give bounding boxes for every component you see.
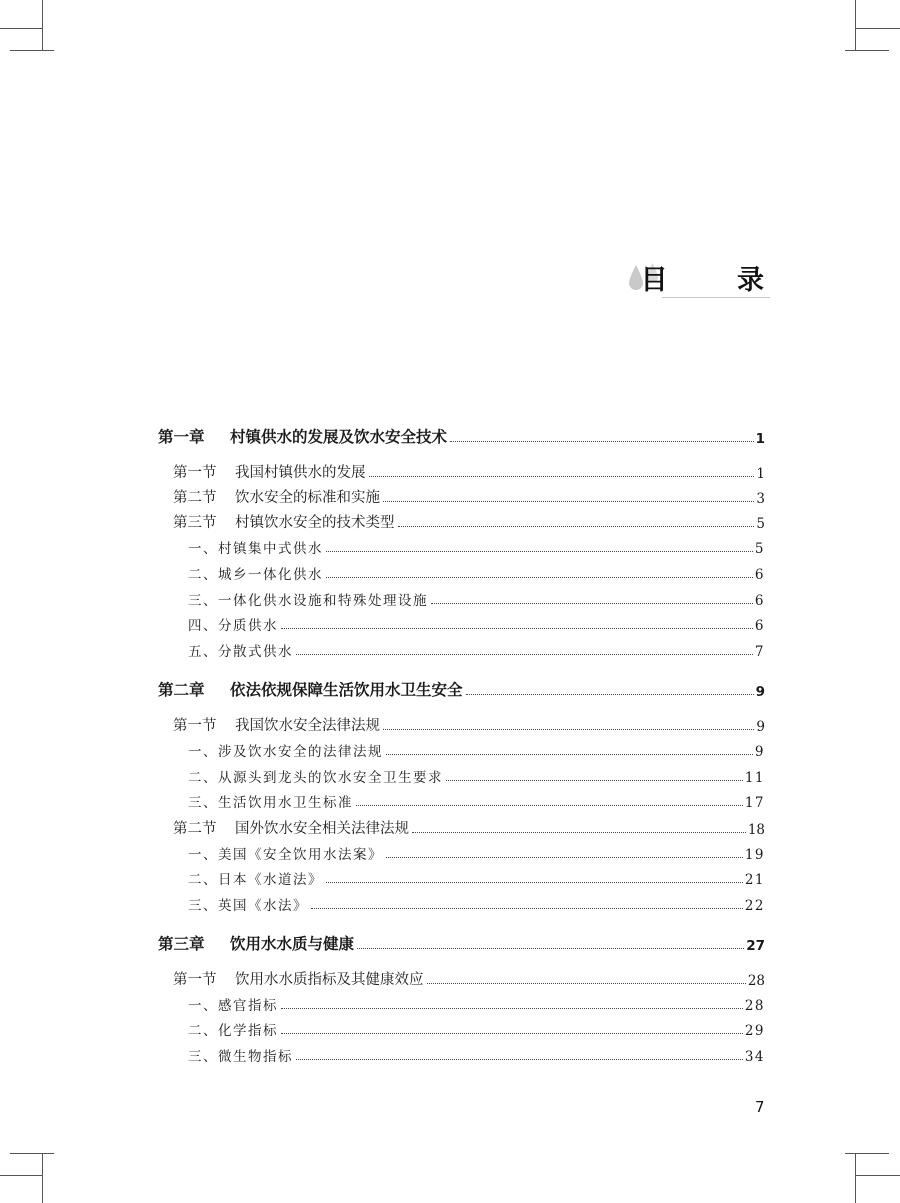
title-underline (662, 297, 770, 298)
toc-page-number: 21 (744, 872, 765, 888)
toc-section-title: 饮水安全的标准和实施 (235, 490, 380, 506)
toc-item-row[interactable] (188, 1019, 765, 1039)
toc-item-row[interactable] (188, 766, 765, 786)
toc-item-row[interactable] (188, 563, 765, 583)
toc-page-number: 1 (755, 431, 765, 447)
toc-chapter-row[interactable] (158, 678, 765, 700)
toc-page-number: 5 (754, 541, 765, 557)
toc-item-row[interactable] (188, 640, 765, 660)
toc-chapter-title: 村镇供水的发展及饮水安全技术 (230, 428, 448, 446)
dot-leader (357, 947, 744, 949)
toc-page-number: 27 (746, 938, 765, 954)
dot-leader (326, 881, 743, 883)
toc-section-row[interactable] (173, 461, 765, 482)
toc-item-row[interactable] (188, 589, 765, 609)
dot-leader (431, 602, 753, 604)
toc-item-title: 二、日本《水道法》 (188, 872, 323, 888)
toc-item-row[interactable] (188, 740, 765, 760)
toc-item-title: 四、分质供水 (188, 618, 278, 634)
dot-leader (386, 753, 753, 755)
toc-item-row[interactable] (188, 868, 765, 888)
dot-leader (296, 1058, 743, 1060)
toc-chapter-title: 饮用水水质与健康 (230, 935, 355, 953)
dot-leader (383, 728, 754, 730)
toc-page-number: 6 (754, 618, 765, 634)
toc-heading (620, 256, 794, 304)
dot-leader (386, 856, 743, 858)
toc-section-number: 第二节 (173, 490, 217, 506)
toc-item-row[interactable] (188, 1045, 765, 1065)
toc-page-number: 28 (747, 973, 765, 989)
dot-leader (369, 475, 755, 477)
toc-item-row[interactable] (188, 843, 765, 863)
toc-item-title: 一、涉及饮水安全的法律法规 (188, 744, 383, 760)
toc-section-number: 第一节 (173, 972, 217, 988)
toc-item-title: 二、化学指标 (188, 1023, 278, 1039)
toc-item-row[interactable] (188, 791, 765, 811)
dot-leader (281, 627, 753, 629)
toc-item-title: 三、微生物指标 (188, 1049, 293, 1065)
toc-section-number: 第一节 (173, 465, 217, 481)
toc-page-number: 11 (744, 770, 765, 786)
toc-item-row[interactable] (188, 537, 765, 557)
toc-chapter-number: 第三章 (158, 935, 205, 953)
toc-page-number: 1 (756, 466, 765, 482)
toc-page-number: 3 (756, 491, 765, 507)
dot-leader (296, 653, 753, 655)
toc-section-row[interactable] (173, 817, 765, 838)
dot-leader (326, 576, 753, 578)
toc-item-title: 三、一体化供水设施和特殊处理设施 (188, 593, 428, 609)
toc-item-row[interactable] (188, 994, 765, 1014)
toc-item-title: 一、村镇集中式供水 (188, 541, 323, 557)
dot-leader (383, 500, 754, 502)
toc-page-number: 34 (744, 1049, 765, 1065)
toc-section-title: 饮用水水质指标及其健康效应 (235, 972, 424, 988)
dot-leader (311, 907, 743, 909)
toc-page-number: 19 (744, 847, 765, 863)
toc-page-number: 22 (744, 898, 765, 914)
toc-section-title: 村镇饮水安全的技术类型 (235, 515, 395, 531)
toc-page-number: 9 (756, 719, 765, 735)
toc-section-number: 第二节 (173, 821, 217, 837)
dot-leader (466, 693, 754, 695)
toc-chapter-number: 第二章 (158, 681, 205, 699)
toc-item-title: 二、从源头到龙头的饮水安全卫生要求 (188, 770, 443, 786)
toc-item-title: 一、美国《安全饮用水法案》 (188, 847, 383, 863)
toc-item-row[interactable] (188, 614, 765, 634)
toc-item-row[interactable] (188, 894, 765, 914)
toc-section-title: 我国饮水安全法律法规 (235, 718, 380, 734)
dot-leader (356, 804, 743, 806)
toc-section-number: 第三节 (173, 515, 217, 531)
toc-chapter-title: 依法依规保障生活饮用水卫生安全 (230, 681, 463, 699)
toc-page-number: 18 (747, 822, 765, 838)
toc-chapter-row[interactable] (158, 425, 765, 447)
dot-leader (281, 1007, 743, 1009)
toc-page-number: 6 (754, 567, 765, 583)
toc-page-number: 9 (754, 744, 765, 760)
toc-page-number: 6 (754, 593, 765, 609)
toc-page-number: 5 (756, 516, 765, 532)
toc-item-title: 三、英国《水法》 (188, 898, 308, 914)
dot-leader (446, 779, 743, 781)
toc-item-title: 一、感官指标 (188, 998, 278, 1014)
dot-leader (281, 1032, 743, 1034)
dot-leader (398, 525, 755, 527)
toc-page-number: 29 (744, 1023, 765, 1039)
toc-page-number: 7 (754, 644, 765, 660)
toc-section-number: 第一节 (173, 718, 217, 734)
toc-chapter-row[interactable] (158, 932, 765, 954)
toc-section-row[interactable] (173, 714, 765, 735)
toc-section-row[interactable] (173, 511, 765, 532)
toc-item-title: 三、生活饮用水卫生标准 (188, 795, 353, 811)
toc-section-row[interactable] (173, 486, 765, 507)
page-number: 7 (755, 1098, 765, 1116)
dot-leader (427, 982, 746, 984)
toc-page-number: 28 (744, 998, 765, 1014)
dot-leader (326, 550, 753, 552)
toc-section-row[interactable] (173, 968, 765, 989)
toc-section-title: 国外饮水安全相关法律法规 (235, 821, 409, 837)
toc-page-number: 17 (744, 795, 765, 811)
dot-leader (450, 440, 754, 442)
dot-leader (412, 831, 746, 833)
toc-item-title: 五、分散式供水 (188, 644, 293, 660)
toc-chapter-number: 第一章 (158, 428, 205, 446)
toc-section-title: 我国村镇供水的发展 (235, 465, 366, 481)
toc-item-title: 二、城乡一体化供水 (188, 567, 323, 583)
page-title: 目 录 (640, 265, 794, 296)
toc-page-number: 9 (755, 684, 765, 700)
